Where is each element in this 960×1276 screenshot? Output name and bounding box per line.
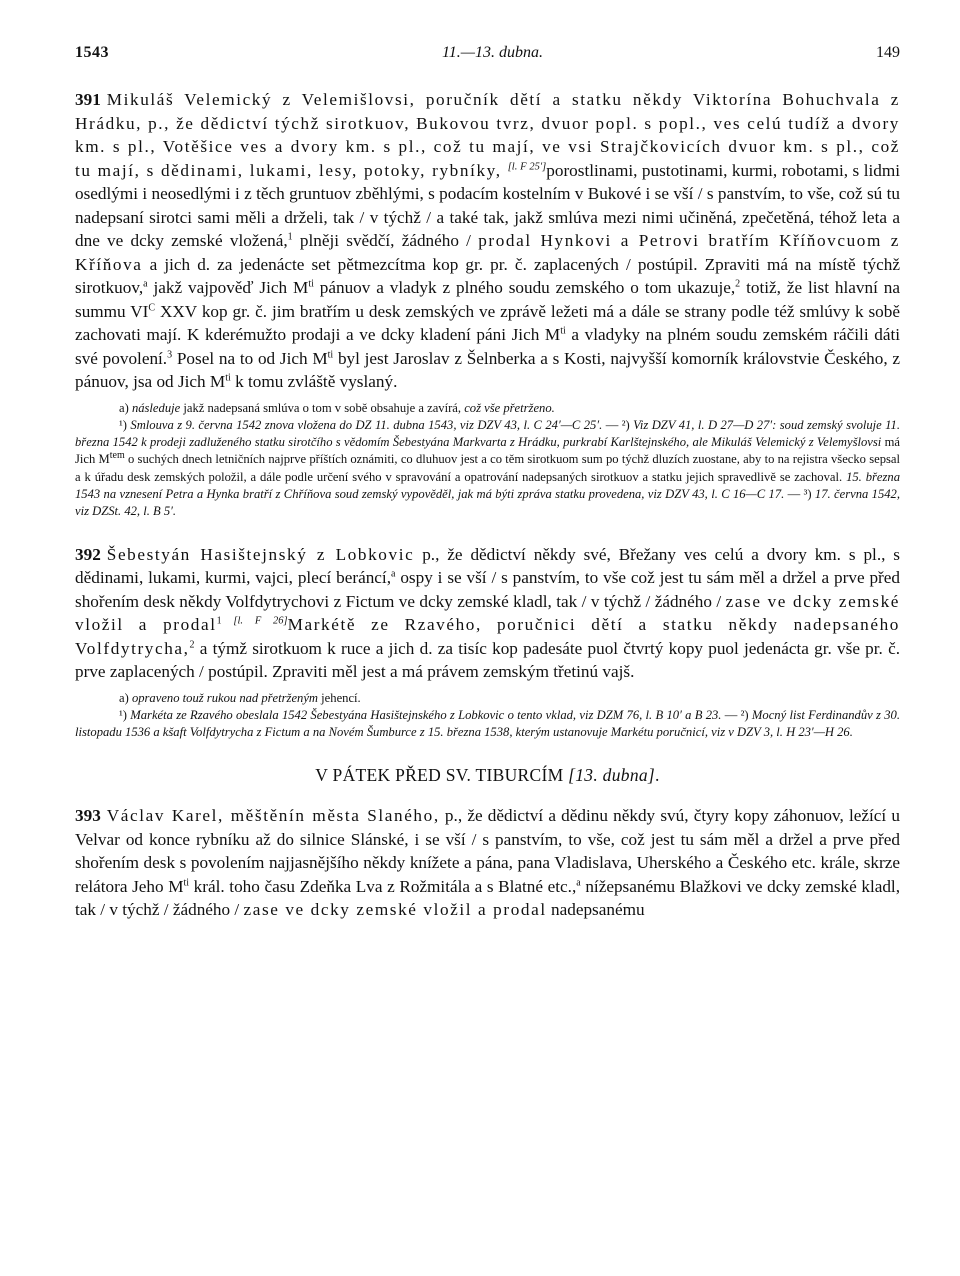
entry-text: zase ve dcky zemské vložil a prodal <box>243 900 547 920</box>
superscript: ti <box>327 348 334 360</box>
superscript: tem <box>109 450 125 462</box>
entry-text: pánuov a vladyk z plného soudu zemského o tom ukazuje, <box>313 278 736 297</box>
superscript: ti <box>225 372 231 384</box>
superscript: ti <box>183 877 190 889</box>
entry-text: Václav Karel, měštěnín města Slaného, <box>106 806 440 826</box>
note-text: má Jich M <box>75 435 900 467</box>
entry-number: 392 <box>75 544 101 564</box>
note-text: následuje <box>131 400 181 415</box>
superscript: C <box>148 301 156 313</box>
entry-text: Markétě ze Rzavého, poručnici dětí a statku někdy nadepsaného Volfdytrycha, <box>75 615 900 658</box>
footnote-numbered <box>75 707 900 742</box>
running-head <box>75 44 900 88</box>
note-mark: ¹) <box>119 417 131 432</box>
entry-text: prodal Hynkovi a Petrovi bratřím Kříňovcuom z Kříňova <box>75 231 900 274</box>
entry-number: 391 <box>75 90 101 109</box>
entry-text: byl jest Jaroslav z Šelnberka a s Kosti, najvyšší komorník královstvie Českého, z pánuov, jsa od Jich M <box>75 348 900 391</box>
entry-text: p., že dědictví a dědinu někdy svú, čtyry kopy záhonuov, ležící u Velvar od konce rybníku až do silnice Slánské, i se vší / s panstvím, to vše, což jest tu sám měl a držel a prve před shořením desk s povolením najjasnějšího někdy knížete a pána, pana Vladislava, Uherského a Českého etc. krále, skrze relátora Jeho M <box>75 806 901 896</box>
superscript: ti <box>560 325 566 337</box>
footnote-mark: 1 <box>287 231 293 243</box>
footnote-mark: a <box>143 278 148 290</box>
entry-text: a týmž sirotkuom k ruce a jich d. za tisíc kop padesáte puol čtvrtý kopy puol jedenácta gr. vše pr. č. prve zaplacených / postúpil. Zpraviti měl jest a má právem zemským třetinú vajš. <box>75 638 900 682</box>
entry-393 <box>75 804 900 922</box>
entry-text: XXV kop gr. č. jim bratřím u desk zemských ve zprávě ležeti má a dále se strany podle též smlúvy k sobě zachovati mají. K kderémužto prodaji a ve dcky kladení páni Jich M <box>75 301 900 344</box>
book-page <box>75 44 900 922</box>
note-mark: — ³) <box>784 486 815 501</box>
footnote-mark: 3 <box>167 348 173 360</box>
entry-text: Mikuláš Velemický z Velemišlovsi, poručník dětí a statku někdy Viktorína Bohuchvala z Hrádku, p., že dědictví týchž sirotkuov, Bukovou tvrz, dvuor popl. s popl., ves celú tudíž a dvory km. s pl., <box>75 90 900 156</box>
note-mark: ¹) <box>119 707 131 722</box>
entry-text: p., že dědictví někdy své, Břežany ves celú a dvory km. s pl., s dědinami, lukami, kurmi, vajci, plecí beráncí, <box>75 544 900 588</box>
entry-text: ospy i se vší / s panstvím, to vše což jest tu sám měl a držel a prve před shořením desk někdy Volfdytrychovi z Fictum ve dcky zemské kladl, tak / v týchž / žádného / <box>75 568 901 611</box>
note-text: Markéta ze Rzavého obeslala 1542 Šebestyána Hasištejnského z Lobkovic o tento vklad, viz DZM 76, l. B 10′ a B 23. <box>130 707 722 722</box>
page-number: 149 <box>875 44 900 61</box>
footnote-mark: a <box>576 877 581 889</box>
entry-text: plněji svědčí, žádného / <box>292 231 479 250</box>
note-text: o suchých dnech letničních najprve příštích oznámiti, co dluhuov jest a co těm sirotkuom sum po týchž dluzích zuostane, aby to na rejistra všecko sepsal a k úřadu desk zemských položil, a dále podle určení svého v spravování a opatrování nadepsaných sirotkuov a statku jejich spravedlivě se zachoval. <box>75 452 900 484</box>
note-mark: a) <box>119 690 132 705</box>
entry-text: totiž, že list hlavní na summu VI <box>75 278 900 321</box>
note-text: jehencí. <box>318 690 361 705</box>
folio-reference: [l. F 25′] <box>507 160 547 172</box>
footnote-mark: 1 <box>216 615 222 627</box>
footnote-a <box>75 690 900 707</box>
note-text: 17. června 1542, viz DZSt. 42, l. B 5′. <box>75 486 900 519</box>
header-year: 1543 <box>75 44 109 61</box>
superscript: ti <box>308 278 314 290</box>
entry-text: a vladyky na plném soudu zemském ráčili dáti své povolení. <box>75 325 900 368</box>
entry-text: nížepsanému Blažkovi ve dcky zemské kladl, tak / v týchž / žádného / <box>75 876 901 920</box>
entry-text: k tomu zvláště vyslaný. <box>230 372 398 391</box>
footnote-numbered <box>75 417 900 521</box>
note-text: 15. března 1543 na vznesení Petra a Hynka bratří z Chříňova soud zemský vypověděl, jak má býti zpráva statku provedena, viz DZV 43, l. C 16—C 17. <box>75 469 900 501</box>
note-text: Viz DZV 41, l. D 27—D 27′: soud zemský svoluje 11. března 1542 k prodeji zadluženého statku sirotčího s vědomím Šebestyána Markvarta z Hrádku, purkrabí Karlštejnského, ale Mikuláš Velemický z Velemyšlovsi <box>75 417 900 450</box>
folio-reference: [l. F 26] <box>221 615 288 627</box>
section-title-text: V PÁTEK PŘED SV. TIBURCÍM <box>315 765 569 786</box>
note-text: což vše přetrženo. <box>464 400 555 415</box>
note-mark: a) <box>119 400 132 415</box>
note-mark: — ²) <box>721 707 752 722</box>
section-title-end: . <box>655 765 660 786</box>
footnote-mark: 2 <box>189 638 195 650</box>
footnotes-391 <box>75 400 900 521</box>
entry-text: porostlinami, pustotinami, kurmi, robotami, s lidmi osedlými i neosedlými i z těch gruntuov zběhlými, s podacím kostelním v Bukové i se vší / s panstvím, to vše, což sú tu nadepsaní sirotci sami měli a drželi, tak / v týchž / a také tak, jakž smlúva mezi nimi učiněná, zpečetěná, téhož leta a dne ve dcky zemské vložená, <box>75 160 901 250</box>
footnote-mark: a <box>391 568 396 580</box>
entry-text: zase ve dcky zemské vložil a prodal <box>75 591 900 635</box>
entry-text: nadepsanému <box>546 900 645 920</box>
footnote-a <box>75 400 900 417</box>
entry-392 <box>75 543 900 684</box>
entry-391 <box>75 88 900 394</box>
section-date: [13. dubna] <box>568 765 656 786</box>
note-text: Smlouva z 9. června 1542 znova vložena do DZ 11. dubna 1543, viz DZV 43, l. C 24′—C 25′. <box>130 417 603 432</box>
entry-text: Votěšice ves a dvory km. s pl., což tu mají, ve vsi Strajčkovicích dvuor km. s pl., což tu mají, s dědinami, lukami, lesy, potoky, rybníky, <box>75 137 900 180</box>
entry-number: 393 <box>75 806 101 826</box>
note-text: Mocný list Ferdinandův z 30. listopadu 1536 a kšaft Volfdytrycha z Fictum a na Novém Šumburce z 15. března 1538, kterým ustanovuje Markétu poručnicí, viz v DZV 3, l. H 23′—H 26. <box>75 707 900 740</box>
section-heading <box>75 765 900 786</box>
entry-text: Šebestyán Hasištejnský z Lobkovic <box>106 544 415 564</box>
header-date-range: 11.—13. dubna. <box>441 44 544 61</box>
entry-text: a jich d. za jedenácte set pětmezcítma kop gr. pr. č. zaplacených / postúpil. Zpraviti má na místě týchž sirotkuov, <box>75 254 900 297</box>
entry-text: král. toho času Zdeňka Lva z Rožmitála a s Blatné etc., <box>189 876 577 896</box>
note-text: opraveno touž rukou nad přetrženým <box>131 690 319 705</box>
note-mark: — ²) <box>602 417 634 432</box>
footnote-mark: 2 <box>735 278 741 290</box>
entry-text: jakž vajpověď Jich M <box>147 278 309 297</box>
entry-text: Posel na to od Jich M <box>172 348 328 368</box>
note-text: jakž nadepsaná smlúva o tom v sobě obsahuje a zavírá, <box>180 400 465 415</box>
footnotes-392 <box>75 690 900 742</box>
